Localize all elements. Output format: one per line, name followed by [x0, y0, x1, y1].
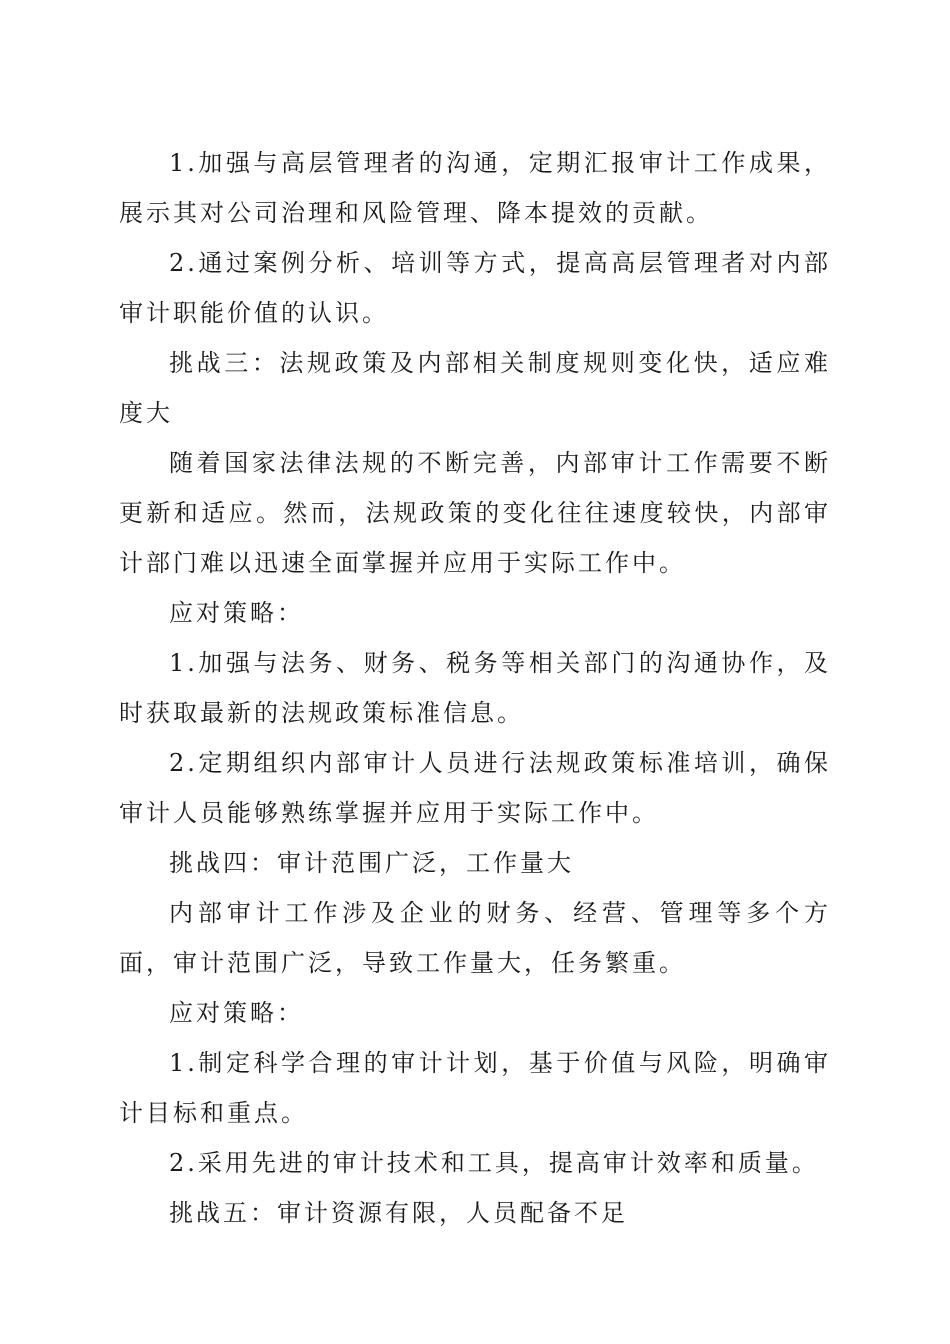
paragraph-challenge-3-body: 随着国家法律法规的不断完善，内部审计工作需要不断更新和适应。然而，法规政策的变化往往速度较快，内部审计部门难以迅速全面掌握并应用于实际工作中。 — [119, 449, 831, 577]
heading-challenge-3: 挑战三：法规政策及内部相关制度规则变化快，适应难度大 — [119, 349, 831, 427]
document-body — [119, 138, 831, 1238]
paragraph-strategy-2: 2.采用先进的审计技术和工具，提高审计效率和质量。 — [169, 1149, 819, 1177]
heading-challenge-5: 挑战五：审计资源有限，人员配备不足 — [169, 1199, 628, 1227]
paragraph-strategy-2: 2.定期组织内部审计人员进行法规政策标准培训，确保审计人员能够熟练掌握并应用于实际工作中。 — [119, 749, 831, 827]
paragraph-strategy-1: 1.制定科学合理的审计计划，基于价值与风险，明确审计目标和重点。 — [119, 1049, 831, 1127]
paragraph-strategy-1: 1.加强与高层管理者的沟通，定期汇报审计工作成果，展示其对公司治理和风险管理、降本提效的贡献。 — [119, 149, 831, 227]
label-strategies: 应对策略： — [169, 999, 304, 1027]
paragraph-challenge-4-body: 内部审计工作涉及企业的财务、经营、管理等多个方面，审计范围广泛，导致工作量大，任务繁重。 — [119, 899, 831, 977]
paragraph-strategy-2: 2.通过案例分析、培训等方式，提高高层管理者对内部审计职能价值的认识。 — [119, 249, 831, 327]
heading-challenge-4: 挑战四：审计范围广泛，工作量大 — [169, 849, 574, 877]
paragraph-strategy-1: 1.加强与法务、财务、税务等相关部门的沟通协作，及时获取最新的法规政策标准信息。 — [119, 649, 831, 727]
label-strategies: 应对策略： — [169, 599, 304, 627]
